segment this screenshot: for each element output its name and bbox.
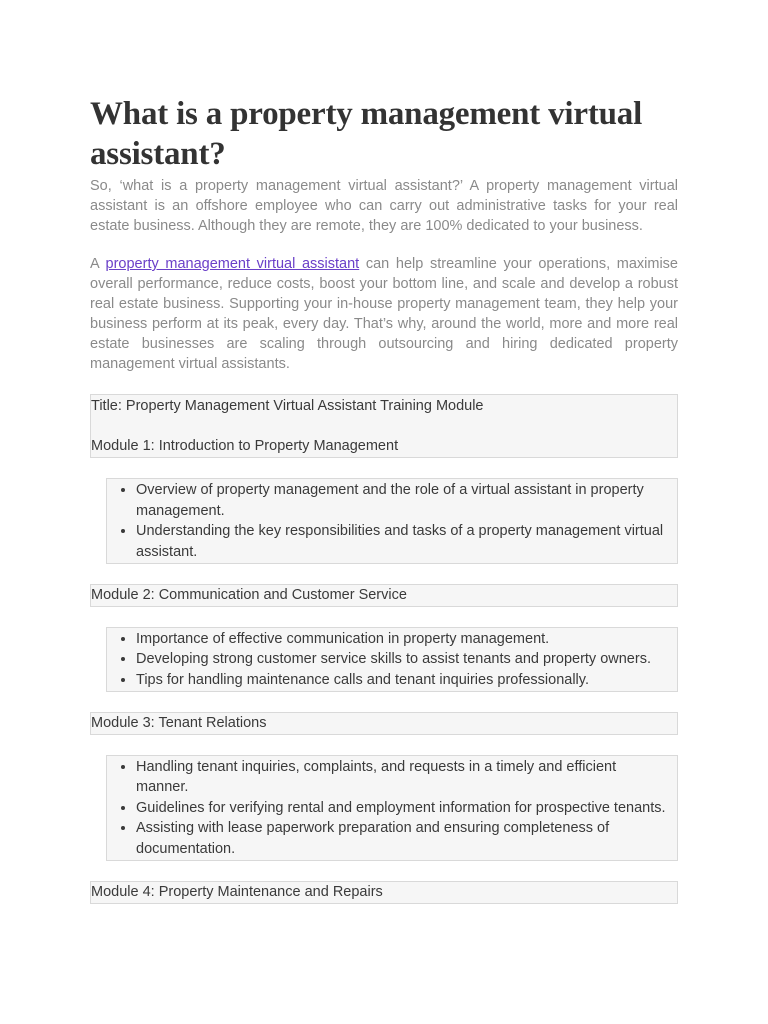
second-paragraph	[90, 254, 678, 374]
module-2-list	[106, 627, 678, 693]
article-content	[90, 94, 678, 904]
property-va-link[interactable]: property management virtual assistant	[105, 256, 360, 272]
list-item: • Assisting with lease paperwork preparation and ensuring completeness of documentation.	[136, 818, 669, 859]
list-item: • Overview of property management and the role of a virtual assistant in property management.	[136, 480, 669, 521]
list-item: • Understanding the key responsibilities and tasks of a property management virtual assistant.	[136, 521, 669, 562]
list-item: • Developing strong customer service skills to assist tenants and property owners.	[136, 649, 669, 670]
page-title: What is a property management virtual assistant?	[90, 96, 643, 172]
training-title: Title: Property Management Virtual Assistant Training Module	[91, 398, 484, 414]
second-paragraph-rest: can help streamline your operations, maximise overall performance, reduce costs, boost your bottom line, and scale and develop a robust real estate business. Supporting your in-house property management team, they help your business perform at its peak, every day. That’s why, around the world, more and more real estate businesses are scaling through outsourcing and hiring dedicated property management virtual assistants.	[90, 256, 678, 372]
module-2-heading: Module 2: Communication and Customer Service	[90, 584, 678, 607]
list-item: • Guidelines for verifying rental and employment information for prospective tenants.	[136, 798, 669, 819]
training-title-box	[90, 394, 678, 458]
module-4-heading: Module 4: Property Maintenance and Repairs	[90, 881, 678, 904]
second-paragraph-prefix: A	[90, 256, 106, 272]
intro-paragraph: So, ‘what is a property management virtual assistant?’ A property management virtual assistant is an offshore employee who can carry out administrative tasks for your real estate business. Although they are remote, they are 100% dedicated to your business.	[90, 178, 678, 234]
module-3-list	[106, 755, 678, 862]
module-1-heading: Module 1: Introduction to Property Management	[91, 437, 399, 454]
module-1-list	[106, 478, 678, 564]
module-3-heading: Module 3: Tenant Relations	[90, 712, 678, 735]
list-item: • Handling tenant inquiries, complaints, and requests in a timely and efficient manner.	[136, 757, 669, 798]
list-item: • Tips for handling maintenance calls and tenant inquiries professionally.	[136, 670, 669, 691]
list-item: • Importance of effective communication in property management.	[136, 629, 669, 650]
